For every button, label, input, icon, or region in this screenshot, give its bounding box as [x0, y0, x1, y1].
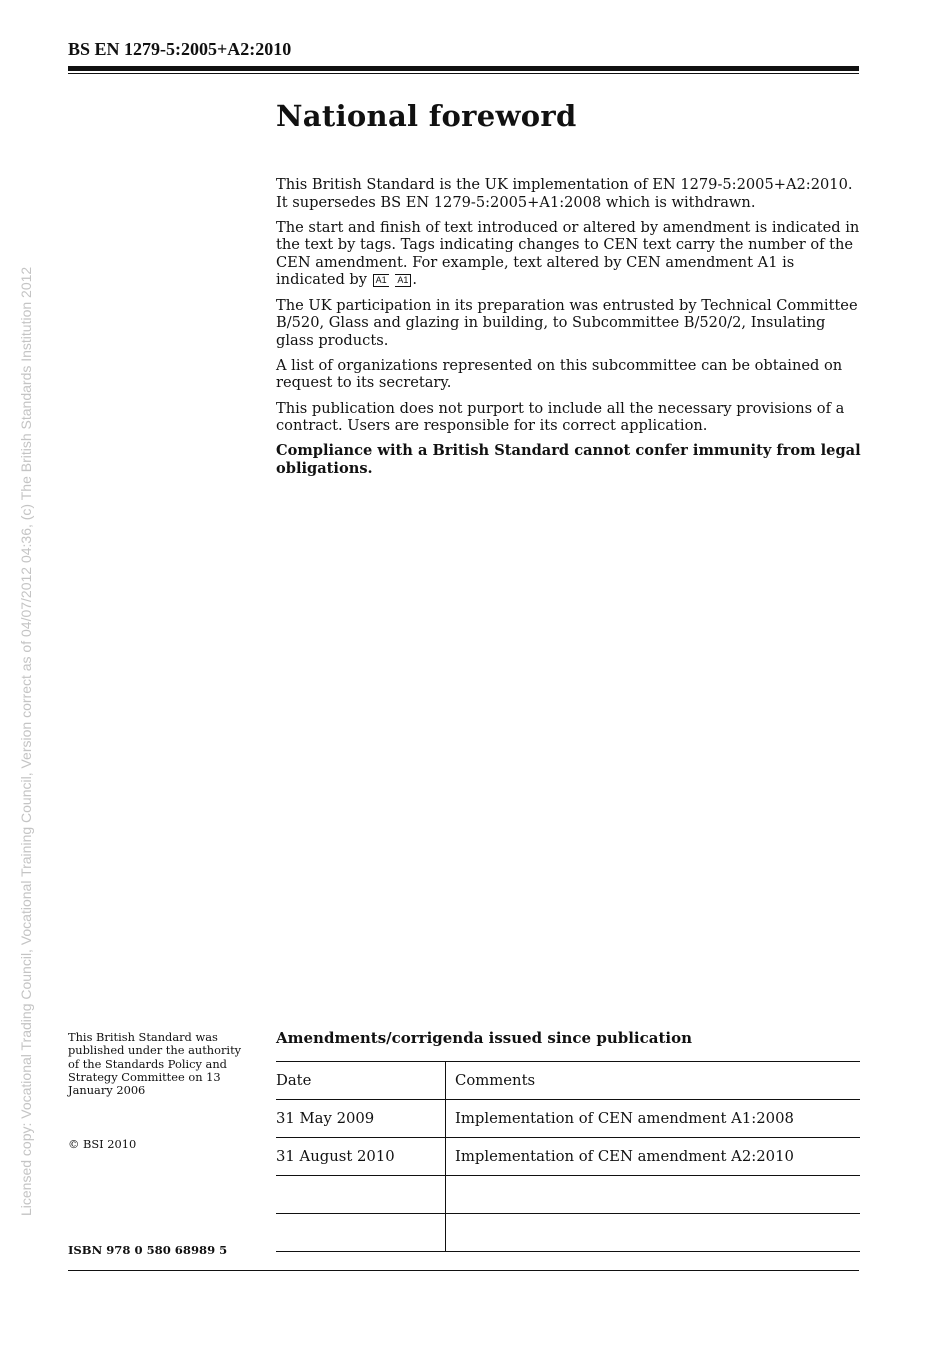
paragraph-compliance: Compliance with a British Standard cannot confer immunity from legal obligations.	[276, 442, 861, 477]
header-rule-thick	[68, 66, 859, 71]
amendment-comment	[446, 1214, 861, 1252]
copyright-notice: © BSI 2010	[68, 1137, 137, 1151]
header-rule-thin	[68, 73, 859, 74]
amendment-comment: Implementation of CEN amendment A2:2010	[446, 1138, 861, 1176]
page-title: National foreword	[276, 99, 577, 133]
foreword-body	[276, 176, 861, 485]
publication-note: This British Standard was published under the authority of the Standards Policy and Strategy Committee on 13 January 2006	[68, 1030, 242, 1098]
table-header-row	[276, 1062, 860, 1100]
paragraph-implementation: This British Standard is the UK implementation of EN 1279-5:2005+A2:2010. It supersedes BS EN 1279-5:2005+A1:2008 which is withdrawn.	[276, 176, 853, 211]
license-watermark: Licensed copy: Vocational Trading Council, Vocational Training Council, Version correct as of 04/07/2012 04:36, (c) The British Standards Institution 2012	[18, 266, 34, 1216]
amendment-date: 31 August 2010	[276, 1138, 446, 1176]
amendment-date: 31 May 2009	[276, 1100, 446, 1138]
amendment-date	[276, 1214, 446, 1252]
table-row	[276, 1138, 860, 1176]
paragraph-amendment-tags	[276, 219, 861, 289]
amendments-table	[276, 1061, 860, 1252]
amendment-comment: Implementation of CEN amendment A1:2008	[446, 1100, 861, 1138]
amendments-heading: Amendments/corrigenda issued since publication	[276, 1029, 692, 1047]
paragraph-provisions: This publication does not purport to include all the necessary provisions of a contract. Users are responsible for its correct application.	[276, 399, 845, 435]
footer-rule	[68, 1270, 859, 1271]
column-header-date: Date	[276, 1062, 446, 1100]
paragraph-amendment-tags-text: The start and finish of text introduced or altered by amendment is indicated in the text by tags. Tags indicating changes to CEN text carry the number of the CEN amendment. For example, text altered by CEN amendment A1 is indicated by	[276, 218, 860, 289]
column-header-comments: Comments	[446, 1062, 861, 1100]
amendment-comment	[446, 1176, 861, 1214]
table-row	[276, 1100, 860, 1138]
table-row	[276, 1214, 860, 1252]
amendment-date	[276, 1176, 446, 1214]
paragraph-participation: The UK participation in its preparation was entrusted by Technical Committee B/520, Glass and glazing in building, to Subcommittee B/520/2, Insulating glass products.	[276, 296, 858, 349]
amendment-close-tag-icon: A1	[395, 274, 411, 287]
table-row	[276, 1176, 860, 1214]
paragraph-organizations: A list of organizations represented on this subcommittee can be obtained on request to its secretary.	[276, 356, 843, 392]
document-code: BS EN 1279-5:2005+A2:2010	[68, 39, 292, 59]
paragraph-amendment-tags-end: .	[412, 271, 417, 289]
amendment-open-tag-icon: A1	[373, 274, 389, 287]
isbn: ISBN 978 0 580 68989 5	[68, 1243, 228, 1257]
